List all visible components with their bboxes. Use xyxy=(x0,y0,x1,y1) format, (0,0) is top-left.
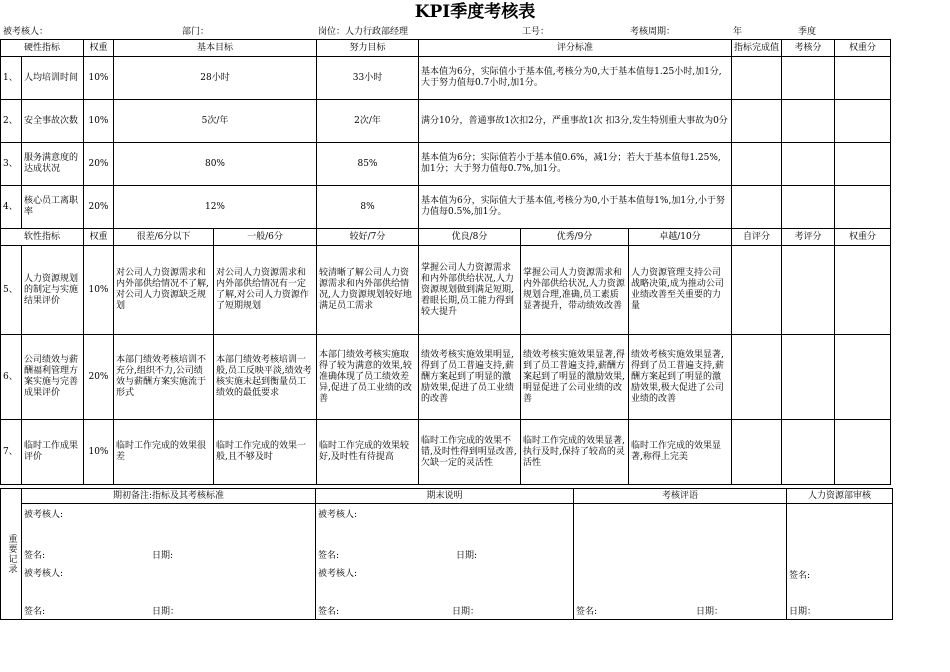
date-label: 日期： xyxy=(696,606,724,617)
level-average: 临时工作完成的效果一般,且不够及时 xyxy=(214,420,317,485)
level-outstanding: 人力资源管理支持公司战略决策,成为推动公司业绩改善至关重要的力量 xyxy=(629,246,732,335)
self-score-cell[interactable] xyxy=(732,246,782,335)
complete-value-cell[interactable] xyxy=(732,100,782,143)
weighted-score-cell[interactable] xyxy=(835,57,891,100)
hard-header-weighted: 权重分 xyxy=(835,40,891,57)
row-no: 5、 xyxy=(1,246,22,335)
level-good: 临时工作完成的效果较好,及时性有待提高 xyxy=(317,420,419,485)
row-no: 4、 xyxy=(1,186,22,229)
score-cell[interactable] xyxy=(782,186,835,229)
date-label: 日期: xyxy=(456,550,478,561)
year-field[interactable]: 年 xyxy=(733,27,743,37)
score-cell[interactable] xyxy=(782,57,835,100)
date-label: 日期： xyxy=(152,606,180,617)
sign-label: 签名: xyxy=(318,550,340,561)
level-poor: 本部门绩效考核培训不充分,组织不力,公司绩效与薪酬方案实施流于形式 xyxy=(114,335,214,420)
score-cell[interactable] xyxy=(782,100,835,143)
level-excellent: 掌握公司人力资源需求和内外部供给状况,人力资源规划合理,准确,员工素质显著提升，带动绩效改善 xyxy=(521,246,629,335)
table-row xyxy=(1,186,891,229)
hard-header-base: 基本目标 xyxy=(114,40,317,57)
table-row xyxy=(1,57,891,100)
quarter-field[interactable]: 季度 xyxy=(798,27,817,37)
effort-target: 8% xyxy=(317,186,419,229)
level-outstanding: 临时工作完成的效果显著,称得上完美 xyxy=(629,420,732,485)
table-row xyxy=(1,420,891,485)
kpi-table xyxy=(0,39,891,485)
base-target: 28小时 xyxy=(114,57,317,100)
page-title: KPI季度考核表 xyxy=(414,2,536,22)
base-target: 12% xyxy=(114,186,317,229)
table-row xyxy=(1,143,891,186)
level-poor: 临时工作完成的效果很差 xyxy=(114,420,214,485)
complete-value-cell[interactable] xyxy=(732,143,782,186)
indicator-weight: 10% xyxy=(84,57,114,100)
table-row xyxy=(1,335,891,420)
soft-header-score: 考评分 xyxy=(782,229,835,246)
hard-header-standard: 评分标准 xyxy=(419,40,732,57)
examinee-label: 被考核人: xyxy=(318,568,358,579)
examinee-field[interactable]: 被考核人： xyxy=(3,27,49,37)
level-fine: 掌握公司人力资源需求和内外部供给状况,人力资源规划做到满足短期,着眼长期,员工能力得到较大提升 xyxy=(419,246,521,335)
score-cell[interactable] xyxy=(782,246,835,335)
row-no: 7、 xyxy=(1,420,22,485)
sign-label: 签名: xyxy=(318,606,340,617)
level-outstanding: 绩效考核实施效果显著,得到了员工普遍支持,薪酬方案起到了明显的激励效果,极大促进了公司业绩的改善 xyxy=(629,335,732,420)
complete-value-cell[interactable] xyxy=(732,57,782,100)
self-score-cell[interactable] xyxy=(732,420,782,485)
indicator-weight: 20% xyxy=(84,335,114,420)
soft-header-self: 自评分 xyxy=(732,229,782,246)
sign-label: 签名: xyxy=(24,606,46,617)
weighted-score-cell[interactable] xyxy=(835,186,891,229)
hard-header-row xyxy=(1,40,891,57)
date-label: 日期： xyxy=(789,606,817,617)
weighted-score-cell[interactable] xyxy=(835,246,891,335)
indicator-name: 安全事故次数 xyxy=(22,100,84,143)
effort-target: 33小时 xyxy=(317,57,419,100)
score-cell[interactable] xyxy=(782,335,835,420)
hard-header-score: 考核分 xyxy=(782,40,835,57)
period-field[interactable]: 考核周期： xyxy=(630,27,676,37)
indicator-weight: 10% xyxy=(84,246,114,335)
indicator-name: 临时工作成果评价 xyxy=(22,420,84,485)
hr-review-header: 人力资源部审核 xyxy=(787,489,893,504)
level-fine: 绩效考核实施效果明显,得到了员工普遍支持,薪酬方案起到了明显的激励效果,促进了员工业绩的改善 xyxy=(419,335,521,420)
department-field[interactable]: 部门： xyxy=(182,27,210,37)
complete-value-cell[interactable] xyxy=(732,186,782,229)
weighted-score-cell[interactable] xyxy=(835,335,891,420)
scoring-standard: 基本值为6分，实际值小于基本值,考核分为0,大于基本值每1.25小时,加1分,大于努力值每0.7小时,加1分。 xyxy=(419,57,732,100)
header-info xyxy=(0,25,950,39)
sign-label: 签名: xyxy=(789,570,811,581)
table-row xyxy=(1,100,891,143)
initial-notes-header: 期初备注:指标及其考核标准 xyxy=(22,489,316,504)
row-no: 6、 xyxy=(1,335,22,420)
score-cell[interactable] xyxy=(782,420,835,485)
sign-label: 签名: xyxy=(24,550,46,561)
indicator-name: 人均培训时间 xyxy=(22,57,84,100)
indicator-weight: 10% xyxy=(84,420,114,485)
position-field[interactable]: 岗位：人力行政部经理 xyxy=(318,27,409,37)
hard-header-complete: 指标完成值 xyxy=(732,40,782,57)
indicator-name: 服务满意度的达成状况 xyxy=(22,143,84,186)
comments-header: 考核评语 xyxy=(574,489,787,504)
soft-header-weighted: 权重分 xyxy=(835,229,891,246)
indicator-name: 人力资源规划的制定与实施结果评价 xyxy=(22,246,84,335)
soft-header-fine: 优良/8分 xyxy=(419,229,521,246)
date-label: 日期： xyxy=(452,606,480,617)
base-target: 80% xyxy=(114,143,317,186)
examinee-label: 被考核人: xyxy=(318,509,358,520)
comments-cell[interactable] xyxy=(574,504,787,620)
table-row xyxy=(1,246,891,335)
records-header-row xyxy=(1,489,893,504)
level-fine: 临时工作完成的效果不错,及时性得到明显改善,欠缺一定的灵活性 xyxy=(419,420,521,485)
level-good: 较清晰了解公司人力资源需求和内外部供给情况,人力资源规划较好地满足员工需求 xyxy=(317,246,419,335)
weighted-score-cell[interactable] xyxy=(835,100,891,143)
indicator-weight: 10% xyxy=(84,100,114,143)
soft-header-excellent: 优秀/9分 xyxy=(521,229,629,246)
level-poor: 对公司人力资源需求和内外部供给情况不了解,对公司人力资源缺乏规划 xyxy=(114,246,214,335)
sign-label: 签名: xyxy=(576,606,598,617)
scoring-standard: 满分10分，普通事故1次扣2分，严重事故1次 扣3分,发生特别重大事故为0分 xyxy=(419,100,732,143)
scoring-standard: 基本值为6分；实际值若小于基本值0.6%，减1分；若大于基本值每1.25%,加1分；大于努力值每0.7%,加1分。 xyxy=(419,143,732,186)
records-body-row xyxy=(1,504,893,620)
scoring-standard: 基本值为6分，实际值大于基本值,考核分为0,小于基本值每1%,加1分,小于努力值每0.5%,加1分。 xyxy=(419,186,732,229)
indicator-weight: 20% xyxy=(84,186,114,229)
level-excellent: 绩效考核实施效果显著,得到了员工普遍支持,薪酬方案起到了明显的激励效果,明显促进了公司业绩的改善 xyxy=(521,335,629,420)
hard-header-target: 努力目标 xyxy=(317,40,419,57)
level-average: 对公司人力资源需求和内外部供给情况有一定了解,对公司人力资源作了短期规划 xyxy=(214,246,317,335)
level-good: 本部门绩效考核实施取得了较为满意的效果,较准确体现了员工绩效差异,促进了员工业绩的改善 xyxy=(317,335,419,420)
examinee-label: 被考核人: xyxy=(24,509,64,520)
soft-header-average: 一般/6分 xyxy=(214,229,317,246)
employee-no-field[interactable]: 工号： xyxy=(522,27,550,37)
effort-target: 2次/年 xyxy=(317,100,419,143)
row-no: 3、 xyxy=(1,143,22,186)
period-end-header: 期末说明 xyxy=(316,489,574,504)
soft-header-name: 软性指标 xyxy=(1,229,84,246)
weighted-score-cell[interactable] xyxy=(835,143,891,186)
initial-notes-cell[interactable] xyxy=(22,504,316,620)
score-cell[interactable] xyxy=(782,143,835,186)
indicator-name: 公司绩效与薪酬福利管理方案实施与完善成果评价 xyxy=(22,335,84,420)
self-score-cell[interactable] xyxy=(732,335,782,420)
effort-target: 85% xyxy=(317,143,419,186)
soft-header-poor: 很差/6分以下 xyxy=(114,229,214,246)
hard-header-weight: 权重 xyxy=(84,40,114,57)
hard-header-name: 硬性指标 xyxy=(1,40,84,57)
weighted-score-cell[interactable] xyxy=(835,420,891,485)
important-records-label: 重要记录 xyxy=(1,489,22,620)
soft-header-weight: 权重 xyxy=(84,229,114,246)
period-end-cell[interactable] xyxy=(316,504,574,620)
level-excellent: 临时工作完成的效果显著,执行及时,保持了较高的灵活性 xyxy=(521,420,629,485)
hr-review-cell[interactable] xyxy=(787,504,893,620)
records-table xyxy=(0,488,893,620)
level-average: 本部门绩效考核培训一般,员工反映平淡,绩效考核实施未起到衡量员工绩效的最低要求 xyxy=(214,335,317,420)
indicator-name: 核心员工离职率 xyxy=(22,186,84,229)
row-no: 1、 xyxy=(1,57,22,100)
soft-header-good: 较好/7分 xyxy=(317,229,419,246)
indicator-weight: 20% xyxy=(84,143,114,186)
soft-header-row xyxy=(1,229,891,246)
base-target: 5次/年 xyxy=(114,100,317,143)
examinee-label: 被考核人: xyxy=(24,568,64,579)
soft-header-outstanding: 卓越/10分 xyxy=(629,229,732,246)
row-no: 2、 xyxy=(1,100,22,143)
date-label: 日期: xyxy=(152,550,174,561)
